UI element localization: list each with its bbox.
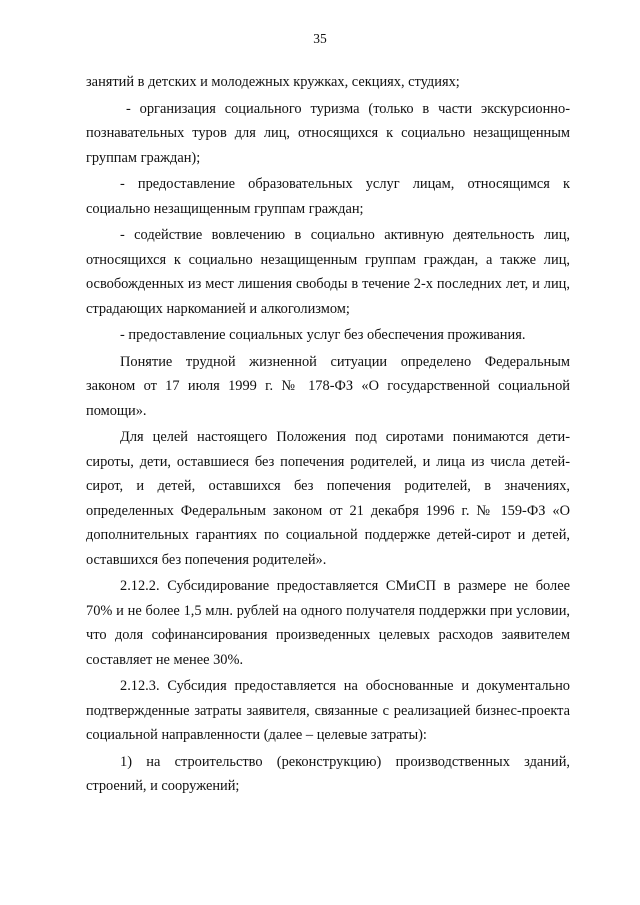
paragraph-2-12-3: 2.12.3. Субсидия предоставляется на обоснованные и документально подтвержденные затраты заявителя, связанные с реализацией бизнес-проекта социальной направленности (далее – целевые затраты):	[86, 678, 570, 743]
list-item-social-activity: - содействие вовлечению в социально активную деятельность лиц, относящихся к социально незащищенным группам граждан, а также лиц, освобожденных из мест лишения свободы в течение 2-х последних лет, и лиц, страдающих наркоманией и алкоголизмом;	[86, 227, 570, 317]
list-item-social-services: - предоставление социальных услуг без обеспечения проживания.	[120, 327, 526, 343]
paragraph-continuation: занятий в детских и молодежных кружках, секциях, студиях;	[86, 74, 460, 90]
list-item-educational-services: - предоставление образовательных услуг лицам, относящимся к социально незащищенным группам граждан;	[86, 176, 570, 217]
list-item-social-tourism: - организация социального туризма (только в части экскурсионно-познавательных туров для лиц, относящихся к социально незащищенным группам граждан);	[86, 100, 570, 166]
paragraph-orphans-definition: Для целей настоящего Положения под сиротами понимаются дети-сироты, дети, оставшиеся без попечения родителей, и лица из числа детей-сирот, и детей, оставшихся без попечения родителей, в значениях, определенных Федеральным законом от 21 декабря 1996 г. № 159-ФЗ «О дополнительных гарантиях по социальной поддержке детей-сирот и детей, оставшихся без попечения родителей».	[86, 429, 570, 568]
list-item-construction: 1) на строительство (реконструкцию) производственных зданий, строений, и сооружений;	[86, 753, 570, 794]
paragraph-2-12-2: 2.12.2. Субсидирование предоставляется СМиСП в размере не более 70% и не более 1,5 млн. рублей на одного получателя поддержки при условии, что доля софинансирования произведенных целевых расходов заявителем составляет не менее 30%.	[86, 578, 570, 668]
document-body	[86, 70, 570, 801]
paragraph-difficult-situation: Понятие трудной жизненной ситуации определено Федеральным законом от 17 июля 1999 г. № 178-ФЗ «О государственной социальной помощи».	[86, 353, 570, 419]
page-number: 35	[313, 31, 327, 46]
